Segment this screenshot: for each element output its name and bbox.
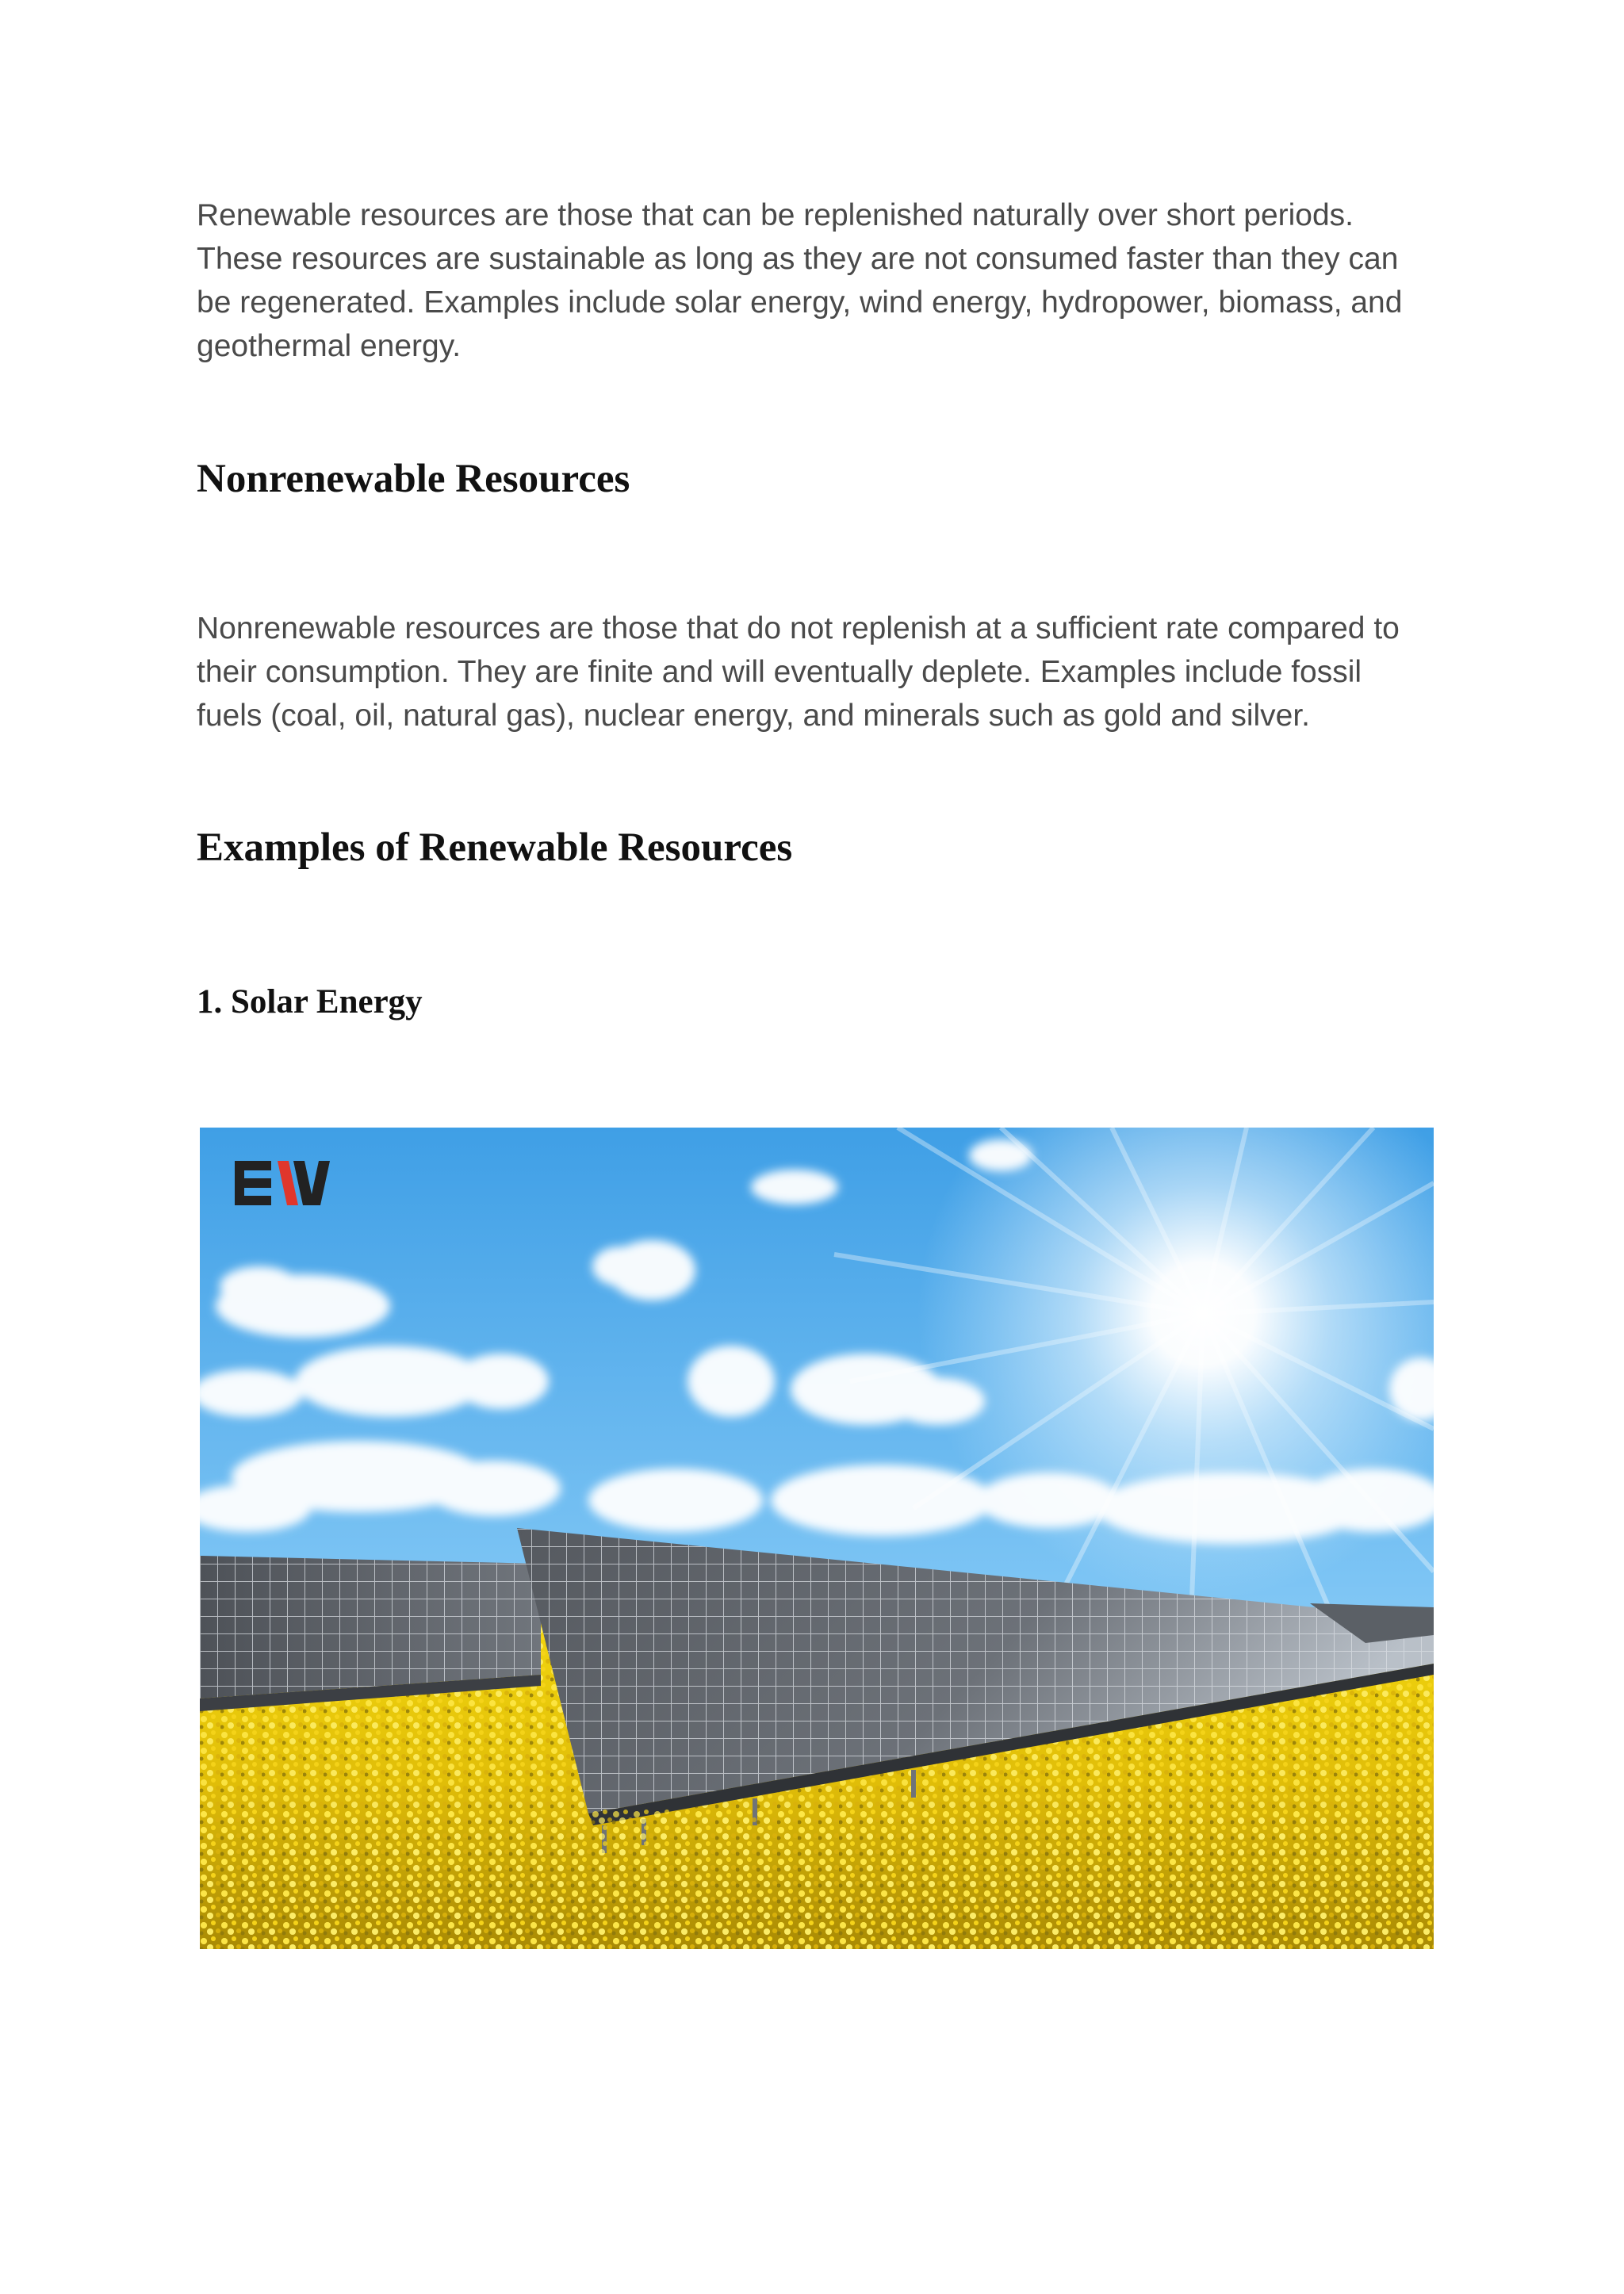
examples-heading: Examples of Renewable Resources [197,825,793,870]
intro-paragraph: Renewable resources are those that can be replenished naturally over short periods. These resources are sustainable as long as they are not consumed faster than they can be regenerated. Examples include solar energy, wind energy, hydropower, biomass, and geothermal energy. [197,198,1403,363]
nonrenewable-resources-heading: Nonrenewable Resources [197,457,630,501]
solar-energy-heading: 1. Solar Energy [197,983,423,1021]
solar-panel-illustration [200,1128,1434,1949]
nonrenewable-paragraph: Nonrenewable resources are those that do not replenish at a sufficient rate compared to their consumption. They are finite and will eventually deplete. Examples include fossil fuels (coal, oil, natural gas), nuclear energy, and minerals such as gold and silver. [197,611,1400,733]
solar-panel-image [200,1128,1434,1949]
